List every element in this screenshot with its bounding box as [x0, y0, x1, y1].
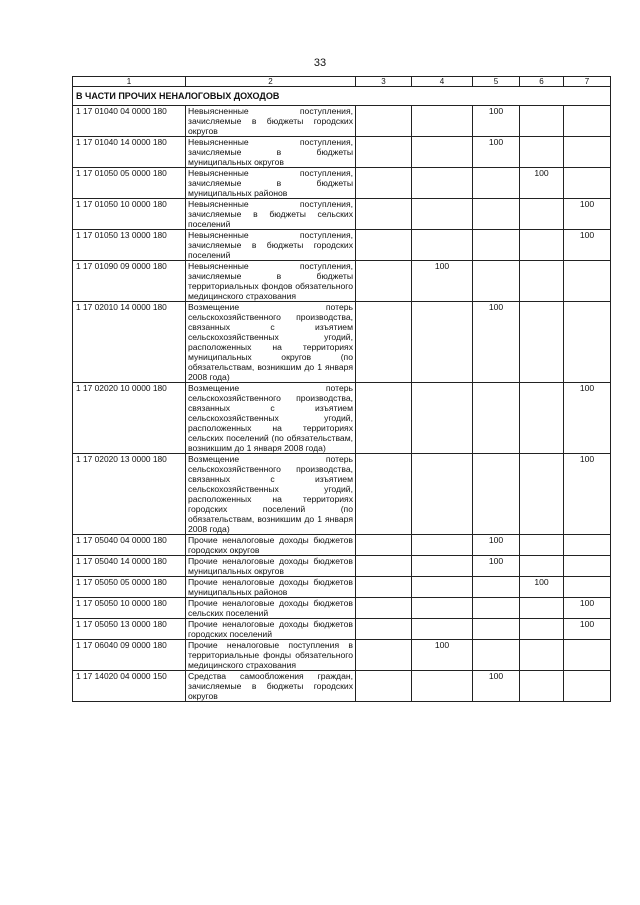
budget-share-col6-cell	[520, 261, 564, 302]
budget-share-col7-cell: 100	[564, 383, 611, 454]
income-name-cell: Невыясненные поступления, зачисляемые в бюджеты сельских поселений	[186, 199, 356, 230]
budget-share-col5-cell	[473, 619, 520, 640]
budget-share-col5-cell	[473, 577, 520, 598]
income-code-cell: 1 17 01050 13 0000 180	[73, 230, 186, 261]
budget-share-col5-cell: 100	[473, 137, 520, 168]
budget-share-col7-cell: 100	[564, 230, 611, 261]
budget-share-col4-cell	[412, 168, 473, 199]
budget-share-col4-cell	[412, 106, 473, 137]
income-name-cell: Средства самообложения граждан, зачисляемые в бюджеты городских округов	[186, 671, 356, 702]
column-header-3: 3	[356, 77, 412, 87]
table-row	[73, 106, 611, 137]
budget-share-col7-cell: 100	[564, 454, 611, 535]
income-name-cell: Возмещение потерь сельскохозяйственного производства, связанных с изъятием сельскохозяйственных угодий, расположенных на территориях муниципальных округов (по обязательствам, возникшим до 1 января 2008 года)	[186, 302, 356, 383]
budget-share-col5-cell: 100	[473, 106, 520, 137]
budget-share-col3-cell	[356, 640, 412, 671]
budget-share-col4-cell: 100	[412, 640, 473, 671]
budget-share-col5-cell	[473, 598, 520, 619]
budget-share-col7-cell	[564, 577, 611, 598]
budget-share-col3-cell	[356, 577, 412, 598]
table-row	[73, 137, 611, 168]
budget-share-col4-cell	[412, 383, 473, 454]
budget-share-col6-cell	[520, 302, 564, 383]
table-row	[73, 577, 611, 598]
budget-share-col5-cell	[473, 383, 520, 454]
budget-share-col6-cell	[520, 535, 564, 556]
column-header-4: 4	[412, 77, 473, 87]
budget-share-col3-cell	[356, 199, 412, 230]
budget-share-col7-cell: 100	[564, 619, 611, 640]
budget-share-col4-cell	[412, 671, 473, 702]
budget-share-col5-cell	[473, 640, 520, 671]
budget-share-col7-cell: 100	[564, 598, 611, 619]
budget-share-col3-cell	[356, 454, 412, 535]
budget-share-col3-cell	[356, 137, 412, 168]
table-row	[73, 261, 611, 302]
budget-share-col5-cell	[473, 230, 520, 261]
table-row	[73, 535, 611, 556]
budget-share-col6-cell	[520, 619, 564, 640]
income-name-cell: Прочие неналоговые доходы бюджетов муниципальных округов	[186, 556, 356, 577]
section-title: В ЧАСТИ ПРОЧИХ НЕНАЛОГОВЫХ ДОХОДОВ	[73, 87, 611, 106]
income-name-cell: Невыясненные поступления, зачисляемые в бюджеты территориальных фондов обязательного медицинского страхования	[186, 261, 356, 302]
table-row	[73, 671, 611, 702]
budget-share-col7-cell: 100	[564, 199, 611, 230]
column-header-7: 7	[564, 77, 611, 87]
budget-share-col6-cell	[520, 106, 564, 137]
income-code-cell: 1 17 01040 14 0000 180	[73, 137, 186, 168]
budget-share-col4-cell	[412, 556, 473, 577]
budget-share-col4-cell	[412, 199, 473, 230]
budget-share-col4-cell	[412, 535, 473, 556]
budget-share-col7-cell	[564, 168, 611, 199]
budget-share-col4-cell	[412, 598, 473, 619]
budget-share-col3-cell	[356, 106, 412, 137]
income-code-cell: 1 17 01040 04 0000 180	[73, 106, 186, 137]
budget-share-col7-cell	[564, 556, 611, 577]
budget-share-col4-cell	[412, 302, 473, 383]
budget-share-col5-cell: 100	[473, 535, 520, 556]
budget-share-col4-cell	[412, 619, 473, 640]
budget-share-col5-cell: 100	[473, 671, 520, 702]
budget-share-col5-cell: 100	[473, 302, 520, 383]
budget-share-col3-cell	[356, 535, 412, 556]
budget-share-col6-cell	[520, 383, 564, 454]
budget-share-col6-cell	[520, 454, 564, 535]
budget-share-col6-cell	[520, 230, 564, 261]
income-name-cell: Невыясненные поступления, зачисляемые в бюджеты городских округов	[186, 106, 356, 137]
income-name-cell: Возмещение потерь сельскохозяйственного производства, связанных с изъятием сельскохозяйственных угодий, расположенных на территориях сельских поселений (по обязательствам, возникшим до 1 января 2008 года)	[186, 383, 356, 454]
budget-share-col4-cell	[412, 454, 473, 535]
income-code-cell: 1 17 02020 10 0000 180	[73, 383, 186, 454]
budget-share-col7-cell	[564, 671, 611, 702]
income-code-cell: 1 17 01050 05 0000 180	[73, 168, 186, 199]
column-header-5: 5	[473, 77, 520, 87]
budget-share-col5-cell	[473, 168, 520, 199]
income-code-cell: 1 17 05050 05 0000 180	[73, 577, 186, 598]
table-row	[73, 302, 611, 383]
budget-share-col3-cell	[356, 671, 412, 702]
budget-share-col5-cell: 100	[473, 556, 520, 577]
table-row	[73, 619, 611, 640]
budget-share-col6-cell: 100	[520, 168, 564, 199]
budget-share-col5-cell	[473, 261, 520, 302]
table-row	[73, 454, 611, 535]
budget-share-col7-cell	[564, 302, 611, 383]
income-code-cell: 1 17 05040 14 0000 180	[73, 556, 186, 577]
budget-share-col7-cell	[564, 261, 611, 302]
budget-share-col7-cell	[564, 640, 611, 671]
budget-share-col7-cell	[564, 106, 611, 137]
budget-share-col6-cell	[520, 598, 564, 619]
budget-share-col7-cell	[564, 137, 611, 168]
budget-share-col3-cell	[356, 230, 412, 261]
budget-share-col3-cell	[356, 556, 412, 577]
income-code-cell: 1 17 14020 04 0000 150	[73, 671, 186, 702]
budget-share-col4-cell: 100	[412, 261, 473, 302]
income-code-cell: 1 17 05050 10 0000 180	[73, 598, 186, 619]
column-header-1: 1	[73, 77, 186, 87]
income-code-cell: 1 17 05040 04 0000 180	[73, 535, 186, 556]
budget-share-col3-cell	[356, 598, 412, 619]
table-row	[73, 556, 611, 577]
table-row	[73, 383, 611, 454]
section-header-row	[73, 87, 611, 106]
budget-share-col5-cell	[473, 454, 520, 535]
budget-share-col6-cell	[520, 671, 564, 702]
budget-share-col4-cell	[412, 230, 473, 261]
income-name-cell: Невыясненные поступления, зачисляемые в бюджеты муниципальных округов	[186, 137, 356, 168]
table-row	[73, 168, 611, 199]
budget-share-col4-cell	[412, 137, 473, 168]
income-code-cell: 1 17 02010 14 0000 180	[73, 302, 186, 383]
table-row	[73, 199, 611, 230]
income-code-cell: 1 17 01050 10 0000 180	[73, 199, 186, 230]
budget-share-col3-cell	[356, 619, 412, 640]
budget-share-col7-cell	[564, 535, 611, 556]
income-code-cell: 1 17 06040 09 0000 180	[73, 640, 186, 671]
income-name-cell: Прочие неналоговые доходы бюджетов городских поселений	[186, 619, 356, 640]
table-row	[73, 230, 611, 261]
budget-share-col3-cell	[356, 261, 412, 302]
table-row	[73, 640, 611, 671]
budget-share-col6-cell	[520, 640, 564, 671]
column-header-2: 2	[186, 77, 356, 87]
budget-share-col6-cell	[520, 199, 564, 230]
income-name-cell: Невыясненные поступления, зачисляемые в бюджеты муниципальных районов	[186, 168, 356, 199]
income-name-cell: Возмещение потерь сельскохозяйственного производства, связанных с изъятием сельскохозяйственных угодий, расположенных на территориях городских поселений (по обязательствам, возникшим до 1 января 2008 года)	[186, 454, 356, 535]
income-name-cell: Прочие неналоговые доходы бюджетов городских округов	[186, 535, 356, 556]
budget-share-col6-cell	[520, 556, 564, 577]
table-row	[73, 598, 611, 619]
income-code-cell: 1 17 01090 09 0000 180	[73, 261, 186, 302]
income-code-cell: 1 17 02020 13 0000 180	[73, 454, 186, 535]
column-header-6: 6	[520, 77, 564, 87]
income-name-cell: Невыясненные поступления, зачисляемые в бюджеты городских поселений	[186, 230, 356, 261]
budget-share-col3-cell	[356, 383, 412, 454]
income-code-cell: 1 17 05050 13 0000 180	[73, 619, 186, 640]
budget-share-col5-cell	[473, 199, 520, 230]
budget-classification-table	[72, 76, 611, 702]
budget-share-col4-cell	[412, 577, 473, 598]
budget-share-col3-cell	[356, 302, 412, 383]
income-name-cell: Прочие неналоговые поступления в территориальные фонды обязательного медицинского страхования	[186, 640, 356, 671]
column-number-row	[73, 77, 611, 87]
budget-share-col6-cell: 100	[520, 577, 564, 598]
budget-share-col3-cell	[356, 168, 412, 199]
income-name-cell: Прочие неналоговые доходы бюджетов муниципальных районов	[186, 577, 356, 598]
income-name-cell: Прочие неналоговые доходы бюджетов сельских поселений	[186, 598, 356, 619]
budget-share-col6-cell	[520, 137, 564, 168]
page-number: 33	[313, 57, 327, 69]
